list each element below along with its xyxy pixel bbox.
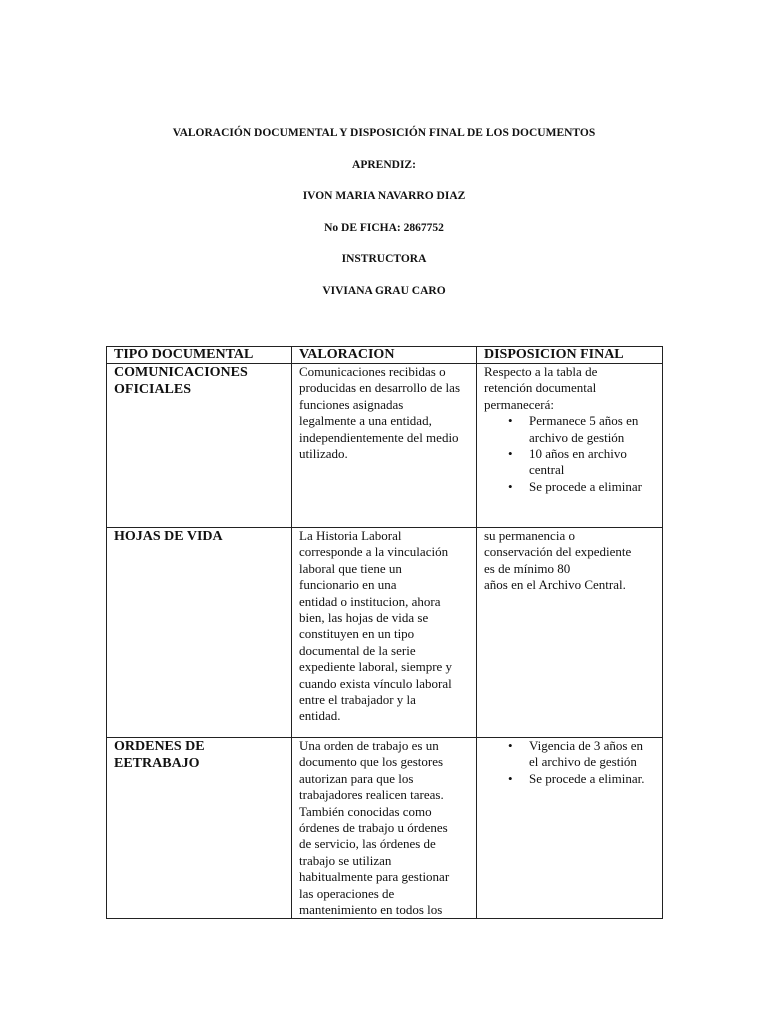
- column-header-valoracion: VALORACION: [292, 347, 477, 364]
- disposicion-cell: [477, 738, 663, 919]
- tipo-cell: [107, 738, 292, 919]
- disposicion-intro: su permanencia o conservación del expediente es de mínimo 80 años en el Archivo Central.: [484, 528, 632, 593]
- valoracion-text: La Historia Laboral corresponde a la vinculación laboral que tiene un funcionario en una entidad o institucion, ahora bien, las hojas de vida se constituyen en un tipo documental de la serie expediente laboral, siempre y cuando exista vínculo laboral entre el trabajador y la entidad.: [299, 528, 453, 724]
- valoracion-table: [106, 346, 663, 919]
- valoracion-text: Una orden de trabajo es un documento que los gestores autorizan para que los trabajadores realicen tareas. También conocidas como órdenes de trabajo u órdenes de servicio, las órdenes de trabajo se utilizan habitualmente para gestionar las operaciones de mantenimiento en todos los: [299, 738, 450, 918]
- table-header-row: [107, 347, 663, 364]
- valoracion-text: Comunicaciones recibidas o producidas en desarrollo de las funciones asignadas legalmente a una entidad, independientemente del medio utilizado.: [299, 364, 461, 462]
- column-header-tipo: TIPO DOCUMENTAL: [107, 347, 292, 364]
- ficha-number: No DE FICHA: 2867752: [324, 221, 444, 234]
- instructora-name: VIVIANA GRAU CARO: [322, 284, 446, 297]
- document-title: VALORACIÓN DOCUMENTAL Y DISPOSICIÓN FINAL DE LOS DOCUMENTOS: [172, 127, 596, 139]
- list-item: • Se procede a eliminar: [529, 479, 658, 495]
- valoracion-cell: [292, 364, 477, 528]
- list-item: • Vigencia de 3 años en el archivo de gestión: [529, 738, 658, 771]
- column-header-disposicion: DISPOSICION FINAL: [477, 347, 663, 364]
- tipo-text: HOJAS DE VIDA: [114, 529, 223, 544]
- disposicion-intro: Respecto a la tabla de retención documental permanecerá:: [484, 364, 598, 412]
- tipo-cell: [107, 364, 292, 528]
- disposicion-cell: [477, 528, 663, 738]
- list-item: • Permanece 5 años en archivo de gestión: [529, 413, 658, 446]
- disposicion-cell: [477, 364, 663, 528]
- list-item: • 10 años en archivo central: [529, 446, 658, 479]
- table-row: [107, 364, 663, 528]
- tipo-text: COMUNICACIONES OFICIALES: [114, 365, 248, 397]
- table-row: [107, 528, 663, 738]
- list-item: • Se procede a eliminar.: [529, 771, 658, 787]
- tipo-cell: [107, 528, 292, 738]
- disposicion-list: [484, 738, 658, 787]
- instructora-label: INSTRUCTORA: [341, 253, 427, 265]
- valoracion-cell: [292, 528, 477, 738]
- valoracion-cell: [292, 738, 477, 919]
- table-row: [107, 738, 663, 919]
- disposicion-list: [484, 413, 658, 495]
- document-header: [0, 126, 768, 315]
- aprendiz-label: APRENDIZ:: [352, 158, 416, 171]
- tipo-text: ORDENES DE EETRABAJO: [114, 739, 205, 771]
- aprendiz-name: IVON MARIA NAVARRO DIAZ: [302, 190, 466, 202]
